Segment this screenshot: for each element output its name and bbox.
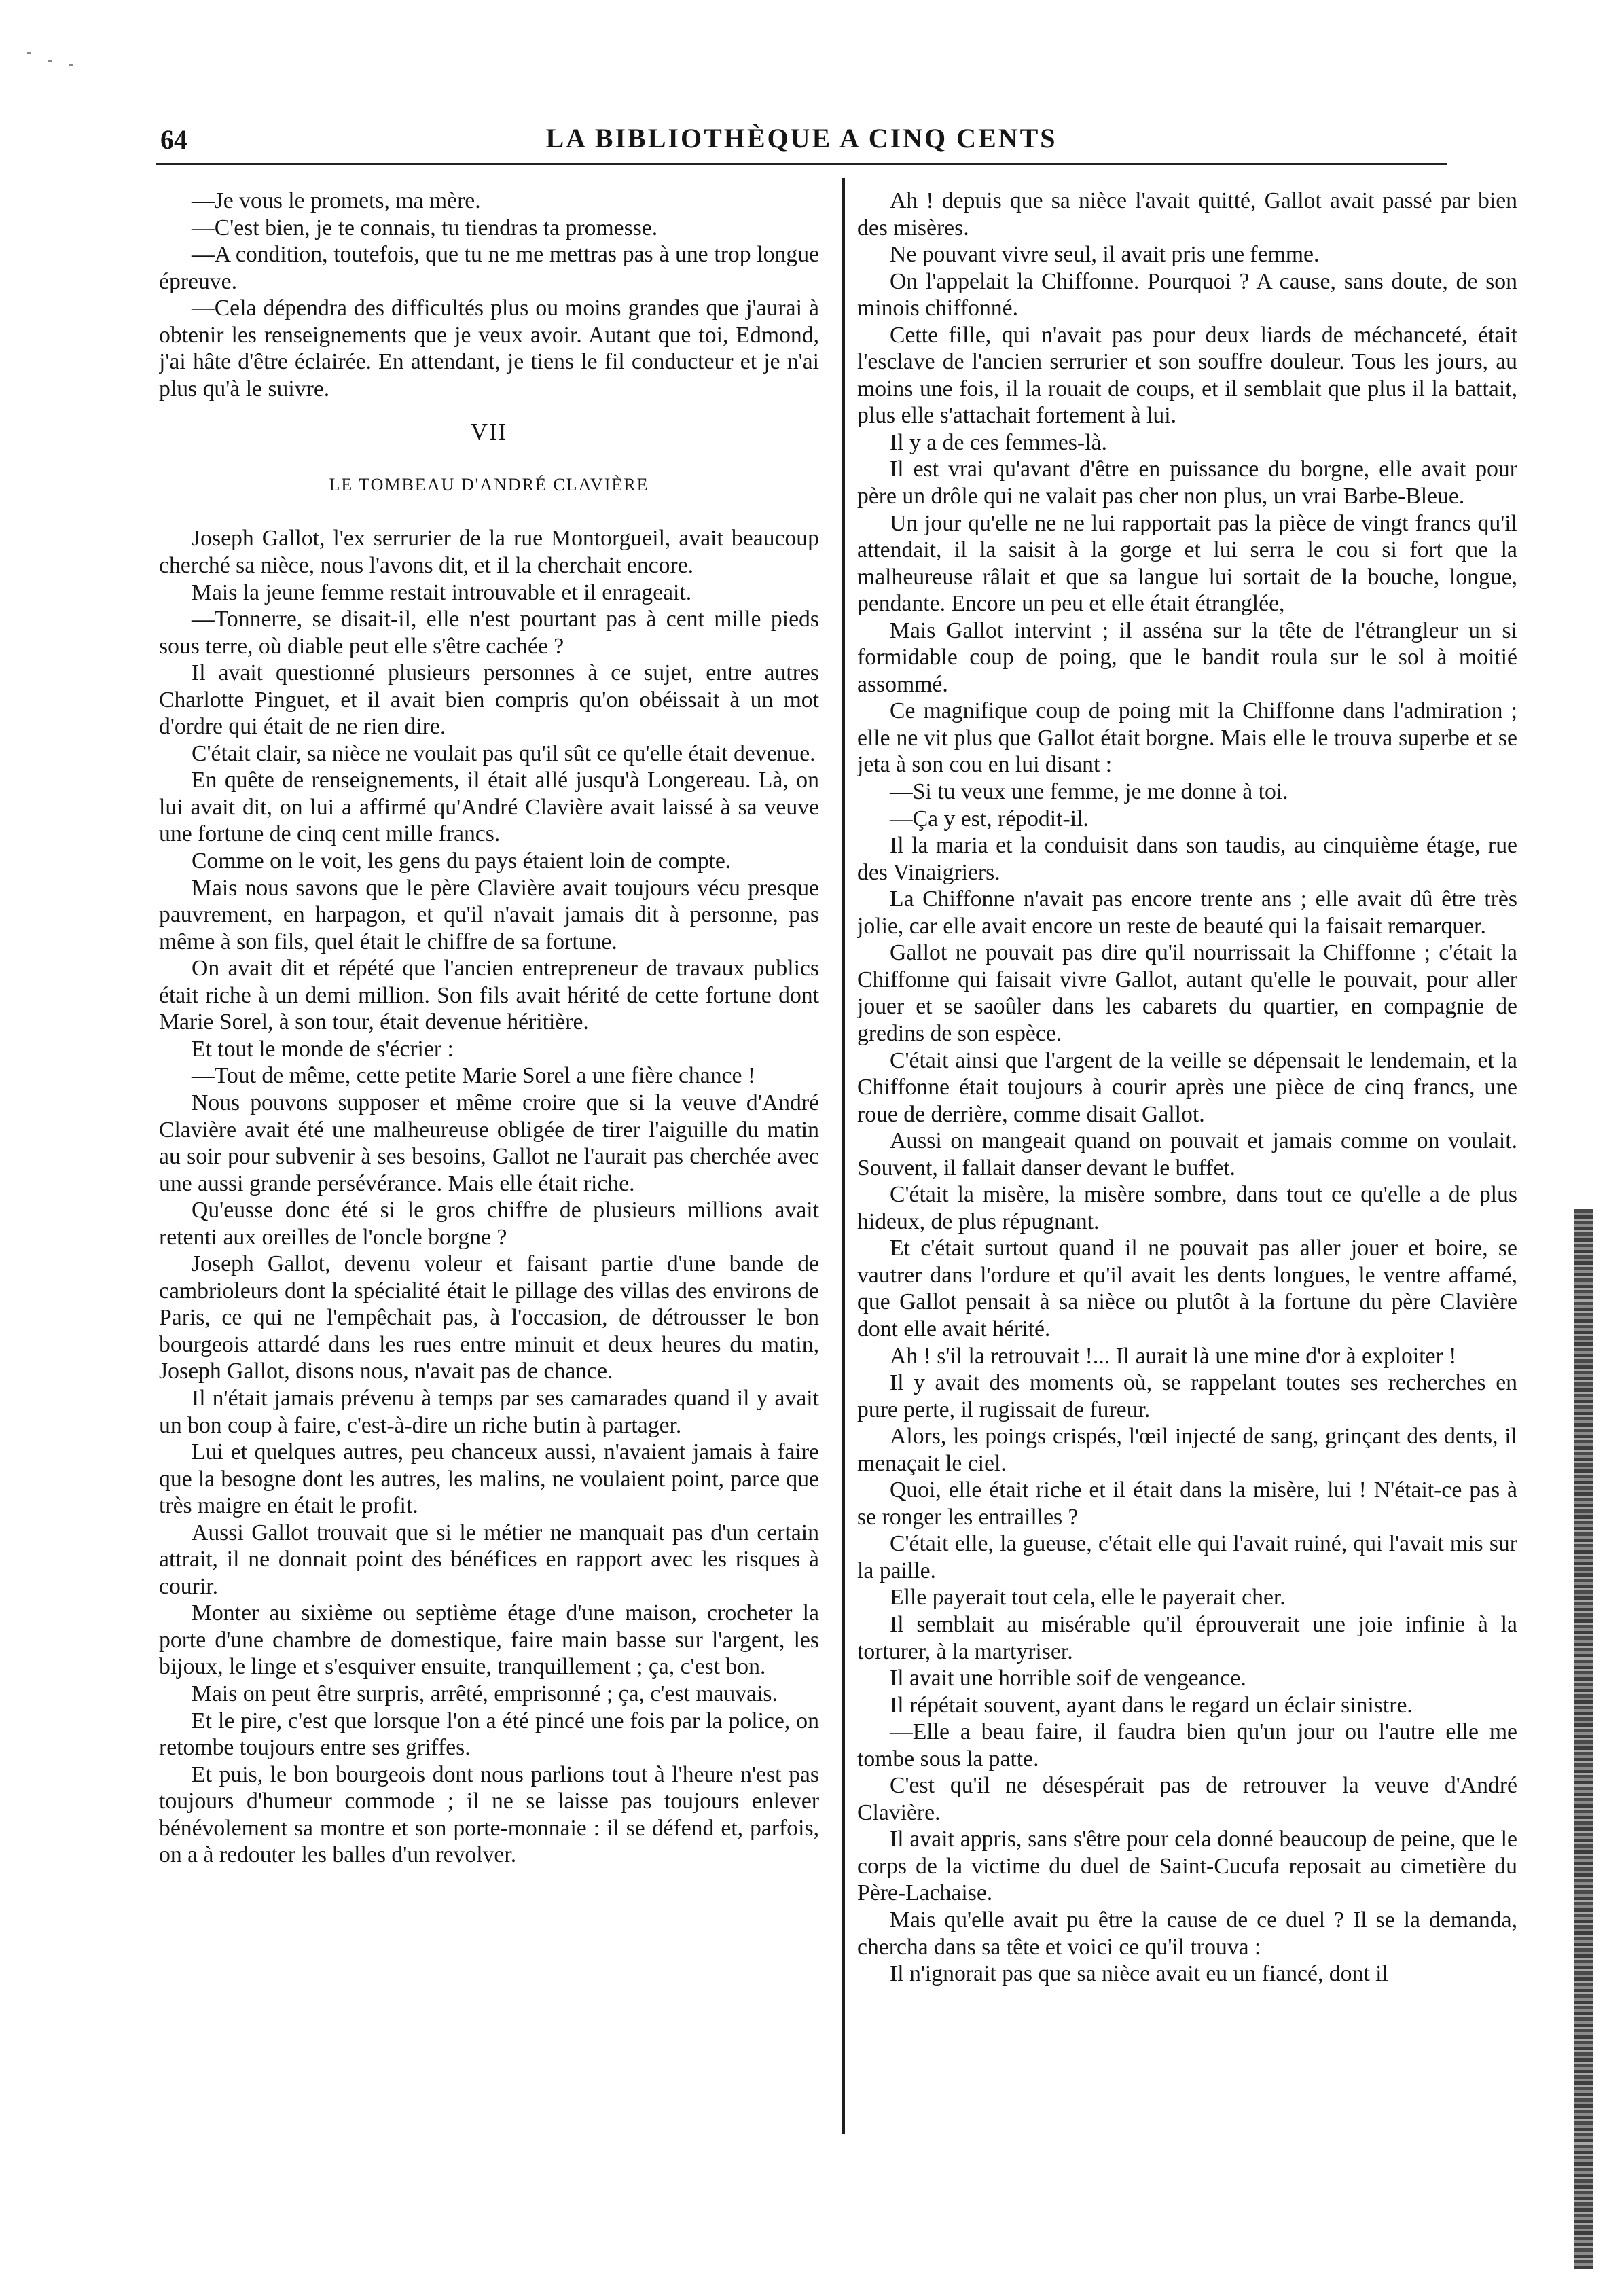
- paragraph: C'était clair, sa nièce ne voulait pas qu'il sût ce qu'elle était devenue.: [192, 740, 816, 766]
- paragraph: Lui et quelques autres, peu chanceux aussi, n'avaient jamais à faire que la besogne dont les autres, les malins, ne voulaient point, parce que très maigre en était le profit.: [159, 1439, 819, 1519]
- paragraph: Mais qu'elle avait pu être la cause de ce duel ? Il se la demanda, chercha dans sa tête et voici ce qu'il trouva :: [857, 1907, 1517, 1960]
- paragraph: —A condition, toutefois, que tu ne me mettras pas à une trop longue épreuve.: [159, 242, 819, 294]
- paragraph: —Je vous le promets, ma mère.: [192, 188, 481, 213]
- paragraph: Alors, les poings crispés, l'œil injecté de sang, grinçant des dents, il menaçait le ciel.: [857, 1424, 1517, 1476]
- paragraph: La Chiffonne n'avait pas encore trente ans ; elle avait dû être très jolie, car elle avait encore un reste de beauté qui la faisait remarquer.: [857, 886, 1517, 939]
- paragraph: Ne pouvant vivre seul, il avait pris une femme.: [890, 242, 1320, 268]
- paragraph: Il répétait souvent, ayant dans le regard un éclair sinistre.: [890, 1692, 1413, 1718]
- paragraph: Elle payerait tout cela, elle le payerait cher.: [890, 1585, 1286, 1611]
- paragraph: Cette fille, qui n'avait pas pour deux liards de méchanceté, était l'esclave de l'ancien serrurier et son souffre douleur. Tous les jours, au moins une fois, il la rouait de coups, et il semblait que plus il la battait, plus elle s'attachait fortement à lui.: [857, 322, 1517, 429]
- paragraph: Et tout le monde de s'écrier :: [192, 1036, 454, 1062]
- page-header: [156, 114, 1447, 165]
- paragraph: Et c'était surtout quand il ne pouvait pas aller jouer et boire, se vautrer dans l'ordure et qu'il avait les dents longues, le ventre affamé, que Gallot pensait à sa nièce ou plutôt à la fortune du père Clavière dont elle avait hérité.: [857, 1236, 1517, 1342]
- paragraph: Il n'ignorait pas que sa nièce avait eu un fiancé, dont il: [890, 1961, 1388, 1987]
- paragraph: Mais nous savons que le père Clavière avait toujours vécu presque pauvrement, en harpagon, et qu'il n'avait jamais dit à personne, pas même à son fils, quel était le chiffre de sa fortune.: [159, 875, 819, 954]
- paragraph: Qu'eusse donc été si le gros chiffre de plusieurs millions avait retenti aux oreilles de l'oncle borgne ?: [159, 1198, 819, 1250]
- paragraph: Nous pouvons supposer et même croire que si la veuve d'André Clavière avait été une malheureuse obligée de tirer l'aiguille du matin au soir pour subvenir à ses besoins, Gallot ne l'aurait pas cherchée avec une aussi grande persévérance. Mais elle était riche.: [159, 1090, 819, 1196]
- paragraph: Ah ! s'il la retrouvait !... Il aurait là une mine d'or à exploiter !: [890, 1343, 1457, 1369]
- paragraph: —Tout de même, cette petite Marie Sorel a une fière chance !: [192, 1063, 756, 1089]
- paragraph: Il semblait au misérable qu'il éprouverait une joie infinie à la torturer, à la martyriser.: [857, 1611, 1517, 1664]
- paragraph: C'est qu'il ne désespérait pas de retrouver la veuve d'André Clavière.: [857, 1773, 1517, 1825]
- paragraph: —Cela dépendra des difficultés plus ou moins grandes que j'aurai à obtenir les renseignements que je veux avoir. Autant que toi, Edmond, j'ai hâte d'être éclairée. En attendant, je tiens le fil conducteur et je n'ai plus qu'à le suivre.: [159, 295, 819, 401]
- paragraph: Ce magnifique coup de poing mit la Chiffonne dans l'admiration ; elle ne vit plus que Gallot était borgne. Mais elle le trouva superbe et se jeta à son cou en lui disant :: [857, 698, 1517, 778]
- paragraph: Comme on le voit, les gens du pays étaient loin de compte.: [192, 848, 732, 874]
- paragraph: —Tonnerre, se disait-il, elle n'est pourtant pas à cent mille pieds sous terre, où diable peut elle s'être cachée ?: [159, 607, 819, 659]
- paragraph: Il est vrai qu'avant d'être en puissance du borgne, elle avait pour père un drôle qui ne valait pas cher non plus, un vrai Barbe-Bleue.: [857, 456, 1517, 509]
- chapter-title: LE TOMBEAU D'ANDRÉ CLAVIÈRE: [329, 474, 649, 495]
- paragraph: Joseph Gallot, l'ex serrurier de la rue Montorgueil, avait beaucoup cherché sa nièce, nous l'avons dit, et il la cherchait encore.: [159, 526, 819, 579]
- paragraph: —Elle a beau faire, il faudra bien qu'un jour ou l'autre elle me tombe sous la patte.: [857, 1719, 1517, 1772]
- paragraph: Il avait une horrible soif de vengeance.: [890, 1666, 1246, 1691]
- paragraph: —Ça y est, répodit-il.: [890, 806, 1089, 831]
- right-column: [857, 187, 1517, 2151]
- paragraph: Quoi, elle était riche et il était dans la misère, lui ! N'était-ce pas à se ronger les entrailles ?: [857, 1477, 1517, 1530]
- paragraph: Il avait appris, sans s'être pour cela donné beaucoup de peine, que le corps de la victime du duel de Saint-Cucufa reposait au cimetière du Père-Lachaise.: [857, 1827, 1517, 1906]
- paragraph: Il avait questionné plusieurs personnes à ce sujet, entre autres Charlotte Pinguet, et il avait bien compris qu'on obéissait à un mot d'ordre qui était de ne rien dire.: [159, 660, 819, 740]
- paragraph: Mais Gallot intervint ; il asséna sur la tête de l'étrangleur un si formidable coup de poing, que le bandit roula sur le sol à moitié assommé.: [857, 617, 1517, 697]
- paragraph: —Si tu veux une femme, je me donne à toi.: [890, 779, 1288, 805]
- paragraph: Et le pire, c'est que lorsque l'on a été pincé une fois par la police, on retombe toujours entre ses griffes.: [159, 1708, 819, 1761]
- paragraph: Aussi on mangeait quand on pouvait et jamais comme on voulait. Souvent, il fallait danser devant le buffet.: [857, 1128, 1517, 1181]
- paragraph: Joseph Gallot, devenu voleur et faisant partie d'une bande de cambrioleurs dont la spécialité était le pillage des villas des environs de Paris, ce qui ne l'empêchait pas, à l'occasion, de détrousser le bon bourgeois attardé dans les rues entre minuit et deux heures du matin, Joseph Gallot, disons nous, n'avait pas de chance.: [159, 1251, 819, 1384]
- paragraph: —C'est bien, je te connais, tu tiendras ta promesse.: [192, 215, 658, 240]
- paragraph: Il la maria et la conduisit dans son taudis, au cinquième étage, rue des Vinaigriers.: [857, 833, 1517, 885]
- paragraph: Il y avait des moments où, se rappelant toutes ses recherches en pure perte, il rugissait de fureur.: [857, 1370, 1517, 1422]
- paragraph: C'était ainsi que l'argent de la veille se dépensait le lendemain, et la Chiffonne était toujours à courir après une pièce de cinq francs, une roue de derrière, comme disait Gallot.: [857, 1047, 1517, 1127]
- paragraph: Un jour qu'elle ne ne lui rapportait pas la pièce de vingt francs qu'il attendait, il la saisit à la gorge et lui serra le cou si fort que la malheureuse râlait et que sa langue lui sortait de la bouche, longue, pendante. Encore un peu et elle était étranglée,: [857, 510, 1517, 617]
- paragraph: C'était la misère, la misère sombre, dans tout ce qu'elle a de plus hideux, de plus répugnant.: [857, 1182, 1517, 1234]
- paragraph: Mais on peut être surpris, arrêté, emprisonné ; ça, c'est mauvais.: [192, 1681, 778, 1706]
- paragraph: Aussi Gallot trouvait que si le métier ne manquait pas d'un certain attrait, il ne donnait point des bénéfices en rapport avec les risques à courir.: [159, 1520, 819, 1599]
- paragraph: Il y a de ces femmes-là.: [890, 429, 1107, 455]
- running-title: LA BIBLIOTHÈQUE A CINQ CENTS: [545, 123, 1058, 154]
- paragraph: On l'appelait la Chiffonne. Pourquoi ? A cause, sans doute, de son minois chiffonné.: [857, 268, 1517, 321]
- paragraph: Gallot ne pouvait pas dire qu'il nourrissait la Chiffonne ; c'était la Chiffonne qui faisait vivre Gallot, autant qu'elle le pouvait, pour aller jouer et se saoûler dans les cabarets du quartier, en compagnie de gredins de son espèce.: [857, 940, 1517, 1046]
- paragraph: Ah ! depuis que sa nièce l'avait quitté, Gallot avait passé par bien des misères.: [857, 188, 1517, 240]
- paragraph: Mais la jeune femme restait introuvable et il enrageait.: [192, 579, 692, 605]
- page-number: 64: [160, 124, 187, 155]
- scan-specks: [27, 48, 88, 68]
- scan-edge-artifact: [1574, 1209, 1593, 2269]
- paragraph: C'était elle, la gueuse, c'était elle qui l'avait ruiné, qui l'avait mis sur la paille.: [857, 1531, 1517, 1583]
- left-column: [159, 187, 819, 2151]
- chapter-number: VII: [470, 418, 508, 446]
- paragraph: Il n'était jamais prévenu à temps par ses camarades quand il y avait un bon coup à faire, c'est-à-dire un riche butin à partager.: [159, 1385, 819, 1438]
- paragraph: En quête de renseignements, il était allé jusqu'à Longereau. Là, on lui avait dit, on lui a affirmé qu'André Clavière avait laissé à sa veuve une fortune de cinq cent mille francs.: [159, 768, 819, 847]
- paragraph: Monter au sixième ou septième étage d'une maison, crocheter la porte d'une chambre de domestique, faire main basse sur l'argent, les bijoux, le linge et s'esquiver ensuite, tranquillement ; ça, c'est bon.: [159, 1600, 819, 1680]
- column-divider: [842, 178, 845, 2134]
- paragraph: On avait dit et répété que l'ancien entrepreneur de travaux publics était riche à un demi million. Son fils avait hérité de cette fortune dont Marie Sorel, à son tour, était devenue héritière.: [159, 956, 819, 1035]
- paragraph: Et puis, le bon bourgeois dont nous parlions tout à l'heure n'est pas toujours d'humeur commode ; il ne se laisse pas toujours enlever bénévolement sa montre et son porte-monnaie : il se défend et, parfois, on a à redouter les balles d'un revolver.: [159, 1761, 819, 1868]
